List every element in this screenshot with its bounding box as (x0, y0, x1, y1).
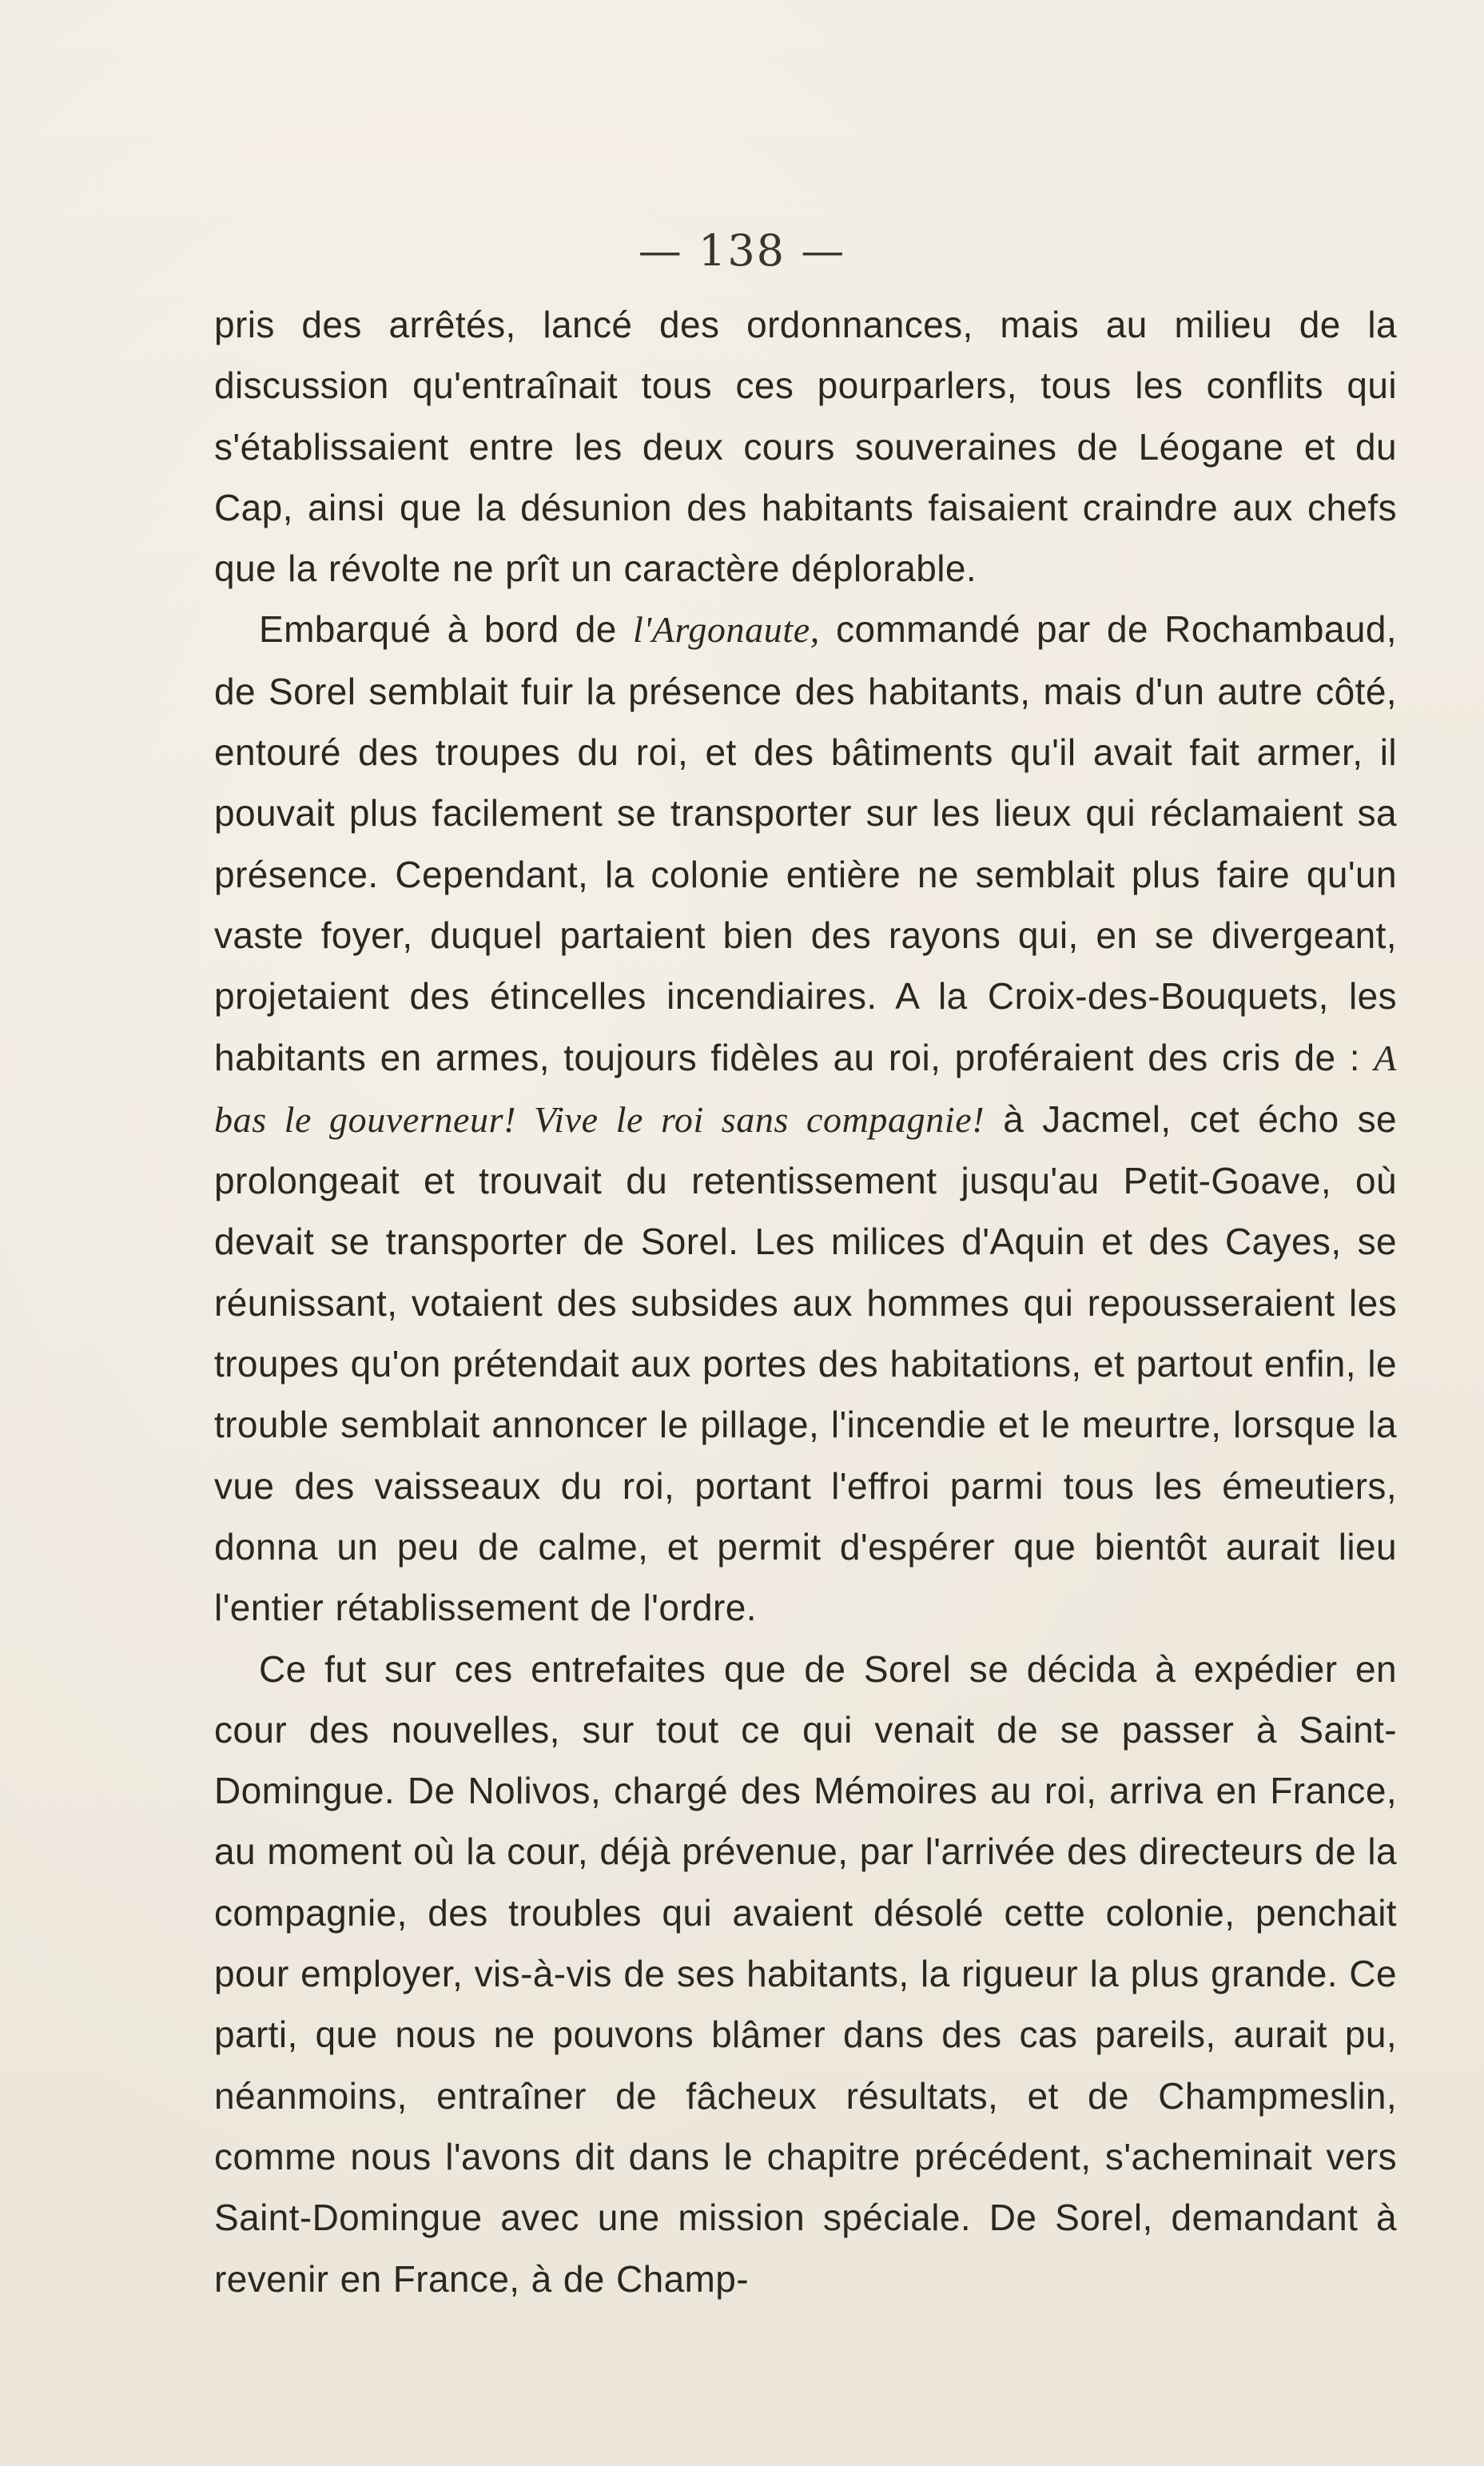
paragraph-1-text: pris des arrêtés, lancé des ordonnances, mais au milieu de la discussion qu'entraînait tous ces pourparlers, tous les conflits qui s'établissaient entre les deux cours souveraines de Léogane et du Cap, ainsi que la désunion des habitants faisaient craindre aux chefs que la révolte ne prît un caractère déplorable. (214, 304, 1397, 590)
paragraph-2 (214, 599, 1397, 1638)
body-text (214, 294, 1397, 2309)
paragraph-3 (214, 1639, 1397, 2309)
quoted-cry: A bas le gouverneur! Vive le roi sans compagnie! (214, 1037, 1397, 1140)
paragraph-2-text-a: Embarqué à bord de (259, 608, 634, 651)
paragraph-2-text-c: à Jacmel, cet écho se prolongeait et trouvait du retentissement jusqu'au Petit-Goave, où devait se transporter de Sorel. Les milices d'Aquin et des Cayes, se réunissant, votaient des subsides aux hommes qui repousseraient les troupes qu'on prétendait aux portes des habitations, et partout enfin, le trouble semblait annoncer le pillage, l'incendie et le meurtre, lorsque la vue des vaisseaux du roi, portant l'effroi parmi tous les émeutiers, donna un peu de calme, et permit d'espérer que bientôt aurait lieu l'entier rétablissement de l'ordre. (214, 1098, 1397, 1629)
paragraph-2-text-b: commandé par de Rochambaud, de Sorel semblait fuir la présence des habitants, mais d'un autre côté, entouré des troupes du roi, et des bâtiments qu'il avait fait armer, il pouvait plus facilement se transporter sur les lieux qui réclamaient sa présence. Cependant, la colonie entière ne semblait plus faire qu'un vaste foyer, duquel partaient bien des rayons qui, en se divergeant, projetaient des étincelles incendiaires. A la Croix-des-Bouquets, les habitants en armes, toujours fidèles au roi, proféraient des cris de : (214, 608, 1397, 1078)
ship-name: l'Argonaute, (633, 609, 820, 651)
page-number: — 138 — (638, 225, 846, 276)
paragraph-3-text: Ce fut sur ces entrefaites que de Sorel se décida à expédier en cour des nouvelles, sur tout ce qui venait de se passer à Saint-Domingue. De Nolivos, chargé des Mémoires au roi, arriva en France, au moment où la cour, déjà prévenue, par l'arrivée des directeurs de la compagnie, des troubles qui avaient désolé cette colonie, penchait pour employer, vis-à-vis de ses habitants, la rigueur la plus grande. Ce parti, que nous ne pouvons blâmer dans des cas pareils, aurait pu, néanmoins, entraîner de fâcheux résultats, et de Champmeslin, comme nous l'avons dit dans le chapitre précédent, s'acheminait vers Saint-Domingue avec une mission spéciale. De Sorel, demandant à revenir en France, à de Champ- (214, 1647, 1397, 2300)
paragraph-1 (214, 294, 1397, 599)
